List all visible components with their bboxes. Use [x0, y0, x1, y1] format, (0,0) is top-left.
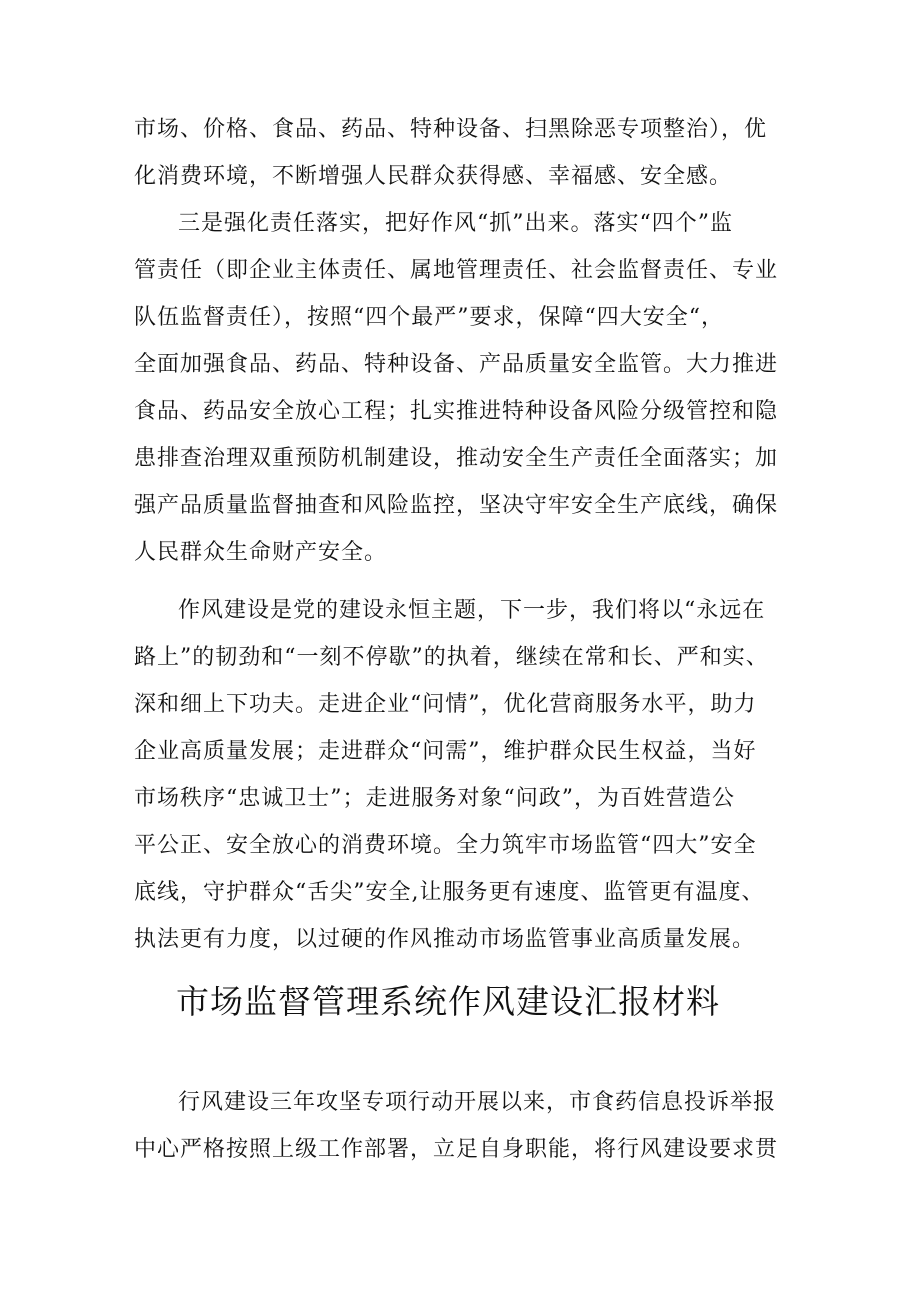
text-line: 作风建设是党的建设永恒主题，下一步，我们将以“永远在: [178, 598, 766, 623]
text-line: 企业高质量发展；走进群众“问需”，维护群众民生权益，当好: [134, 739, 757, 764]
text-line: 深和细上下功夫。走进企业“问情”，优化营商服务水平，助力: [134, 692, 757, 717]
text-line: 中心严格按照上级工作部署，立足自身职能，将行风建设要求贯: [134, 1137, 779, 1162]
text-line: 人民群众生命财产安全。: [134, 540, 388, 565]
text-line: 平公正、安全放心的消费环境。全力筑牢市场监管“四大”安全: [134, 833, 757, 858]
text-line: 化消费环境，不断增强人民群众获得感、幸福感、安全感。: [134, 164, 733, 189]
text-line: 患排查治理双重预防机制建设，推动安全生产责任全面落实；加: [134, 446, 779, 471]
paragraph-block-3: [134, 1079, 794, 1173]
paragraph-block-2: [134, 587, 794, 963]
text-line: 管责任（即企业主体责任、属地管理责任、社会监督责任、专业: [134, 258, 779, 283]
document-title: 市场监督管理系统作风建设汇报材料: [176, 982, 720, 1021]
text-line: 强产品质量监督抽查和风险监控，坚决守牢安全生产底线，确保: [134, 493, 779, 518]
text-line: 三是强化责任落实，把好作风“抓”出来。落实“四个”监: [178, 211, 733, 236]
text-line: 路上”的韧劲和“一刻不停歇”的执着，继续在常和长、严和实、: [134, 645, 769, 670]
text-line: 市场、价格、食品、药品、特种设备、扫黑除恶专项整治），优: [134, 117, 768, 142]
text-line: 队伍监督责任），按照“四个最严”要求，保障“四大安全“，: [134, 305, 724, 330]
text-line: 行风建设三年攻坚专项行动开展以来，市食药信息投诉举报: [178, 1090, 777, 1115]
paragraph-block-1: [134, 106, 794, 576]
text-line: 底线，守护群众“舌尖”安全,让服务更有速度、监管更有温度、: [134, 880, 765, 905]
text-line: 全面加强食品、药品、特种设备、产品质量安全监管。大力推进: [134, 352, 779, 377]
text-line: 食品、药品安全放心工程；扎实推进特种设备风险分级管控和隐: [134, 399, 779, 424]
text-line: 市场秩序“忠诚卫士”；走进服务对象“问政”，为百姓营造公: [134, 786, 735, 811]
text-line: 执法更有力度，以过硬的作风推动市场监管事业高质量发展。: [134, 927, 756, 952]
